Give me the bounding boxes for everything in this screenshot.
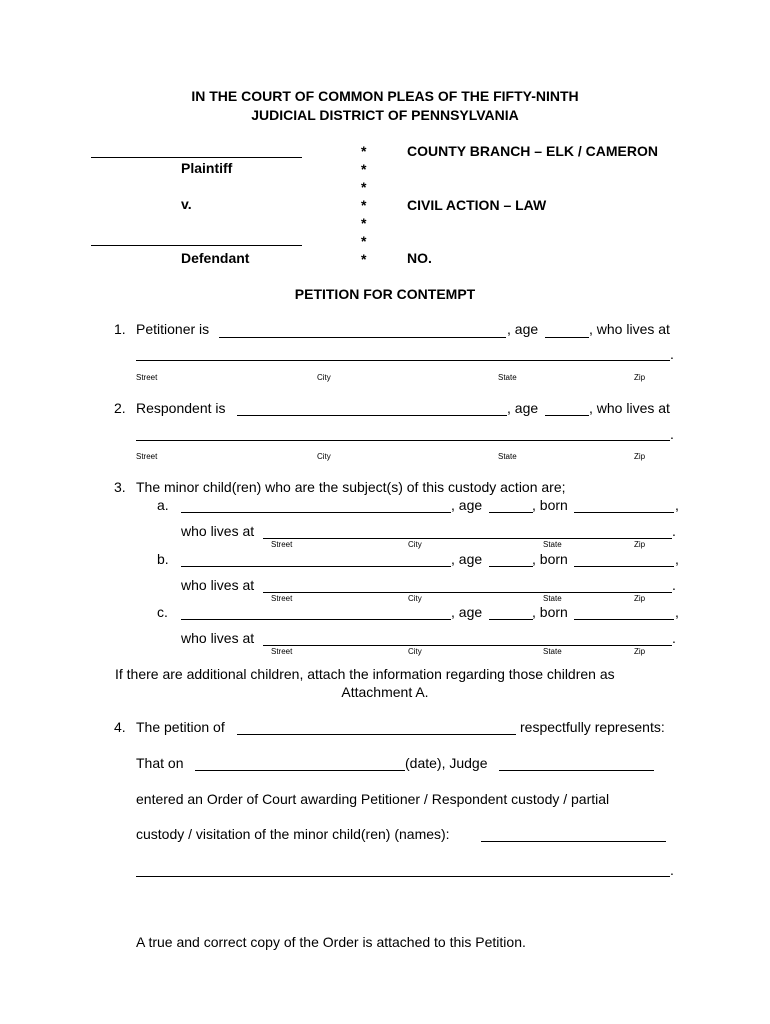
street-caption: Street xyxy=(136,373,158,382)
child-c-born-line[interactable] xyxy=(574,619,674,620)
state-caption: State xyxy=(498,452,517,461)
city-caption: City xyxy=(408,594,422,603)
state-caption: State xyxy=(543,647,562,656)
caption-star: * xyxy=(361,215,367,231)
comma: , xyxy=(675,604,679,620)
comma: , xyxy=(675,551,679,567)
petitioner-label: Petitioner is xyxy=(136,321,210,337)
petition-title: PETITION FOR CONTEMPT xyxy=(294,286,476,302)
caption-star: * xyxy=(361,161,367,177)
caption-star: * xyxy=(361,197,367,213)
period: . xyxy=(670,862,674,878)
respectfully-represents-label: respectfully represents: xyxy=(520,719,665,735)
petitioner-name-line[interactable] xyxy=(219,337,506,338)
child-a-letter: a. xyxy=(157,497,169,513)
child-c-address-line[interactable] xyxy=(263,645,672,646)
age-label: , age xyxy=(451,604,483,620)
child-a-age-line[interactable] xyxy=(489,512,533,513)
street-caption: Street xyxy=(271,647,293,656)
period: . xyxy=(672,630,676,646)
child-names-line[interactable] xyxy=(481,841,666,842)
age-label: , age xyxy=(507,400,539,416)
born-label: , born xyxy=(532,551,568,567)
child-b-lives-at-label: who lives at xyxy=(181,577,255,593)
age-label: , age xyxy=(507,321,539,337)
child-a-name-line[interactable] xyxy=(181,512,451,513)
child-c-lives-at-label: who lives at xyxy=(181,630,255,646)
caption-star: * xyxy=(361,233,367,249)
who-lives-at-label: , who lives at xyxy=(589,321,670,337)
court-heading-line1: IN THE COURT OF COMMON PLEAS OF THE FIFTY-NINTH xyxy=(191,88,579,104)
that-on-label: That on xyxy=(136,755,184,771)
zip-caption: Zip xyxy=(634,594,646,603)
period: . xyxy=(672,523,676,539)
child-c-age-line[interactable] xyxy=(489,619,533,620)
child-b-address-line[interactable] xyxy=(263,592,672,593)
additional-children-note: If there are additional children, attach the information regarding those children as xyxy=(115,666,615,682)
county-branch-label: COUNTY BRANCH – ELK / CAMERON xyxy=(407,143,658,159)
child-c-letter: c. xyxy=(157,604,168,620)
child-a-address-line[interactable] xyxy=(263,538,672,539)
date-judge-label: (date), Judge xyxy=(405,755,488,771)
zip-caption: Zip xyxy=(634,540,646,549)
zip-caption: Zip xyxy=(634,647,646,656)
item-number-3: 3. xyxy=(114,479,126,495)
judge-name-line[interactable] xyxy=(499,770,654,771)
defendant-name-line[interactable] xyxy=(91,245,302,246)
order-date-line[interactable] xyxy=(195,770,405,771)
state-caption: State xyxy=(543,594,562,603)
child-b-name-line[interactable] xyxy=(181,566,451,567)
item-number-2: 2. xyxy=(114,400,126,416)
child-names-continuation-line[interactable] xyxy=(136,876,670,877)
civil-action-label: CIVIL ACTION – LAW xyxy=(407,197,547,213)
child-b-letter: b. xyxy=(157,551,169,567)
city-caption: City xyxy=(317,373,331,382)
order-entered-text: entered an Order of Court awarding Petitioner / Respondent custody / partial xyxy=(136,791,610,807)
child-a-born-line[interactable] xyxy=(574,512,674,513)
minor-children-intro: The minor child(ren) who are the subject(s) of this custody action are; xyxy=(136,479,566,495)
period: . xyxy=(670,426,674,442)
city-caption: City xyxy=(408,540,422,549)
child-b-born-line[interactable] xyxy=(574,566,674,567)
age-label: , age xyxy=(451,551,483,567)
defendant-label: Defendant xyxy=(181,250,250,266)
zip-caption: Zip xyxy=(634,373,646,382)
child-a-lives-at-label: who lives at xyxy=(181,523,255,539)
petitioner-address-line[interactable] xyxy=(136,360,670,361)
respondent-age-line[interactable] xyxy=(545,415,589,416)
street-caption: Street xyxy=(136,452,158,461)
versus-label: v. xyxy=(181,196,192,212)
who-lives-at-label: , who lives at xyxy=(589,400,670,416)
child-c-name-line[interactable] xyxy=(181,619,451,620)
respondent-name-line[interactable] xyxy=(237,415,507,416)
respondent-label: Respondent is xyxy=(136,400,226,416)
plaintiff-name-line[interactable] xyxy=(91,157,302,158)
caption-star: * xyxy=(361,251,367,267)
caption-star: * xyxy=(361,179,367,195)
item-number-1: 1. xyxy=(114,321,126,337)
caption-star: * xyxy=(361,143,367,159)
respondent-address-line[interactable] xyxy=(136,440,670,441)
plaintiff-label: Plaintiff xyxy=(181,160,233,176)
period: . xyxy=(672,577,676,593)
attachment-a-label: Attachment A. xyxy=(341,684,429,700)
petition-of-line[interactable] xyxy=(237,734,516,735)
age-label: , age xyxy=(451,497,483,513)
case-number-label: NO. xyxy=(407,250,432,266)
zip-caption: Zip xyxy=(634,452,646,461)
order-attached-statement: A true and correct copy of the Order is attached to this Petition. xyxy=(136,934,526,950)
street-caption: Street xyxy=(271,594,293,603)
petitioner-age-line[interactable] xyxy=(545,337,589,338)
item-number-4: 4. xyxy=(114,719,126,735)
custody-names-label: custody / visitation of the minor child(ren) (names): xyxy=(136,826,450,842)
child-b-age-line[interactable] xyxy=(489,566,533,567)
petition-of-label: The petition of xyxy=(136,719,225,735)
born-label: , born xyxy=(532,604,568,620)
street-caption: Street xyxy=(271,540,293,549)
state-caption: State xyxy=(543,540,562,549)
city-caption: City xyxy=(317,452,331,461)
state-caption: State xyxy=(498,373,517,382)
court-heading-line2: JUDICIAL DISTRICT OF PENNSYLVANIA xyxy=(251,107,519,123)
born-label: , born xyxy=(532,497,568,513)
city-caption: City xyxy=(408,647,422,656)
comma: , xyxy=(675,497,679,513)
period: . xyxy=(670,346,674,362)
